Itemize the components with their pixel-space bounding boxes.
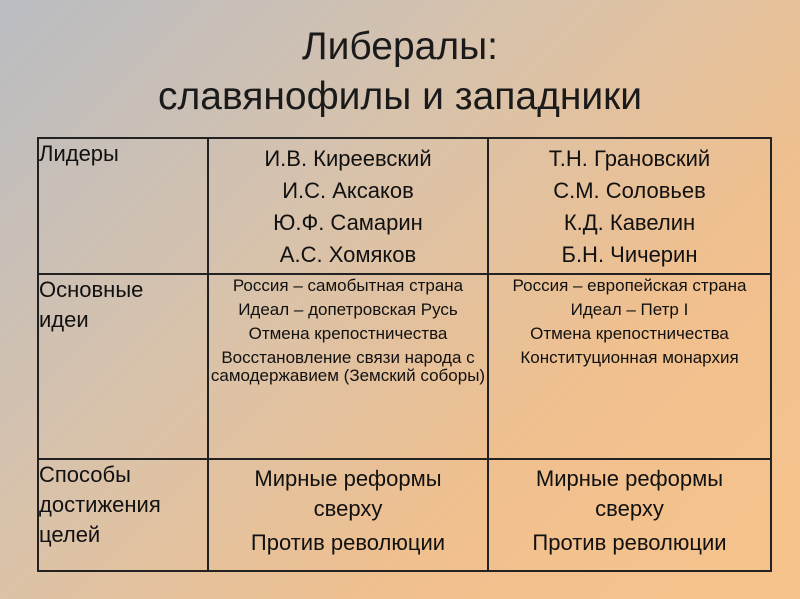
row-label-methods	[38, 459, 208, 571]
title-line-2: славянофилы и западники	[158, 75, 642, 118]
list-item: Россия – самобытная страна	[232, 276, 464, 295]
row-label-leaders	[38, 138, 208, 274]
list-item: К.Д. Кавелин	[563, 210, 696, 235]
row-label-text: достижения	[39, 492, 161, 517]
list-item: Россия – европейская страна	[512, 276, 747, 295]
list-item: Восстановление связи народа с самодержавием (Земский соборы)	[210, 348, 486, 385]
list-item: Б.Н. Чичерин	[561, 242, 698, 267]
cell-westernizer-leaders	[488, 138, 771, 274]
row-label-ideas	[38, 274, 208, 459]
list-item: Идеал – допетровская Русь	[238, 300, 458, 319]
cell-slavophile-ideas	[208, 274, 488, 459]
comparison-table	[37, 137, 772, 572]
row-label-text: Основные	[39, 277, 144, 302]
list-item: Ю.Ф. Самарин	[273, 210, 423, 235]
list-item: Против революции	[250, 530, 446, 555]
cell-westernizer-ideas	[488, 274, 771, 459]
list-item: Отмена крепостничества	[248, 324, 448, 343]
slide-title	[0, 22, 800, 122]
list-item: Идеал – Петр I	[570, 300, 689, 319]
cell-westernizer-methods	[488, 459, 771, 571]
list-item: А.С. Хомяков	[279, 242, 417, 267]
list-item: Мирные реформы сверху	[254, 466, 442, 521]
list-item: Отмена крепостничества	[530, 324, 729, 343]
title-line-1: Либералы:	[302, 25, 498, 68]
list-item: Т.Н. Грановский	[548, 146, 711, 171]
cell-slavophile-methods	[208, 459, 488, 571]
table-row-ideas	[38, 274, 771, 459]
list-item: И.С. Аксаков	[282, 178, 414, 203]
list-item: Мирные реформы сверху	[535, 466, 724, 521]
cell-slavophile-leaders	[208, 138, 488, 274]
row-label-text: целей	[39, 522, 101, 547]
list-item: И.В. Киреевский	[264, 146, 432, 171]
table-row-leaders	[38, 138, 771, 274]
table-row-methods	[38, 459, 771, 571]
list-item: С.М. Соловьев	[553, 178, 706, 203]
row-label-text: Способы	[39, 462, 131, 487]
list-item: Против революции	[532, 530, 727, 555]
list-item: Конституционная монархия	[520, 348, 739, 367]
row-label-text: идеи	[39, 307, 89, 332]
row-label-text: Лидеры	[39, 141, 119, 166]
